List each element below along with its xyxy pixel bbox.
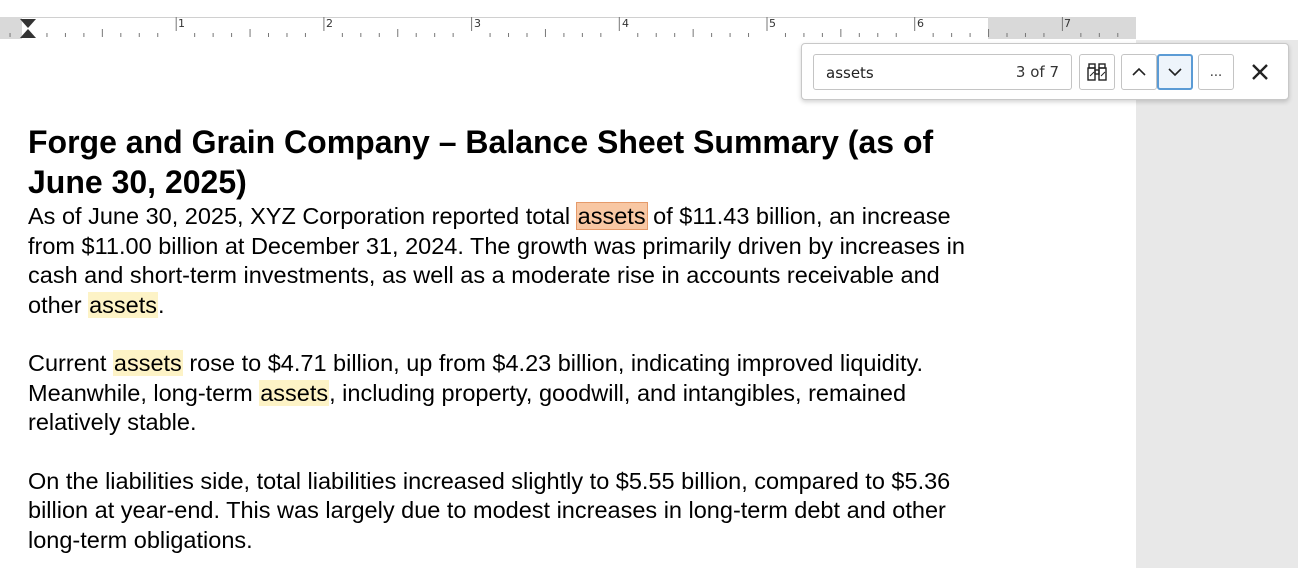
text-run: rose to $4.71 billion, up from $4.23 billion, indicating improved liquidity. Meanwhile, long-term [28, 350, 924, 406]
find-input-container[interactable] [813, 54, 1072, 90]
chevron-up-icon [1131, 64, 1147, 80]
ruler-number: 2 [326, 17, 333, 30]
indent-marker-icon[interactable] [18, 17, 40, 39]
paragraph-total-assets [28, 202, 978, 320]
text-run: On the liabilities side, total liabilities increased slightly to $5.55 billion, compared to $5.36 billion at year-end. This was largely due to modest increases in long-term debt and other long-term obligations. [28, 467, 951, 553]
ruler-number: 4 [622, 17, 629, 30]
ruler-number: 1 [178, 17, 185, 30]
binoculars-icon [1087, 62, 1107, 82]
find-all-button[interactable] [1079, 54, 1115, 90]
paragraph-current-assets [28, 349, 978, 438]
page-background-margin [1136, 40, 1298, 568]
close-find-button[interactable] [1242, 54, 1278, 90]
find-input[interactable] [826, 63, 996, 83]
find-previous-button[interactable] [1121, 54, 1157, 90]
ruler-number: 7 [1064, 17, 1071, 30]
match-count: 3 of 7 [1015, 63, 1059, 81]
find-toolbar [801, 43, 1289, 100]
ruler-number: 5 [769, 17, 776, 30]
horizontal-ruler[interactable] [0, 0, 1298, 40]
search-match-current: assets [577, 203, 646, 229]
paragraph-liabilities [28, 467, 978, 556]
text-run: As of June 30, 2025, XYZ Corporation reported total [28, 203, 577, 229]
text-run: , including property, goodwill, and intangibles, remained relatively stable. [28, 379, 907, 435]
close-icon [1250, 62, 1270, 82]
text-run: Current [28, 350, 113, 376]
chevron-down-icon [1167, 64, 1183, 80]
more-options-button[interactable]: ... [1198, 54, 1234, 90]
document-body[interactable] [28, 122, 988, 555]
ruler-ticks [0, 17, 1136, 39]
search-match: assets [260, 379, 329, 406]
text-run: . [158, 291, 165, 318]
search-match: assets [89, 291, 158, 318]
find-next-button[interactable] [1157, 54, 1193, 90]
search-match: assets [113, 350, 182, 376]
ruler-number: 3 [474, 17, 481, 30]
ruler-number: 6 [917, 17, 924, 30]
document-title: Forge and Grain Company – Balance Sheet Summary (as of June 30, 2025) [28, 124, 934, 200]
text-run: of $11.43 billion, an increase from $11.00 billion at December 31, 2024. The growth was primarily driven by increases in cash and short-term investments, as well as a moderate rise in accounts receivable and other [28, 203, 965, 318]
